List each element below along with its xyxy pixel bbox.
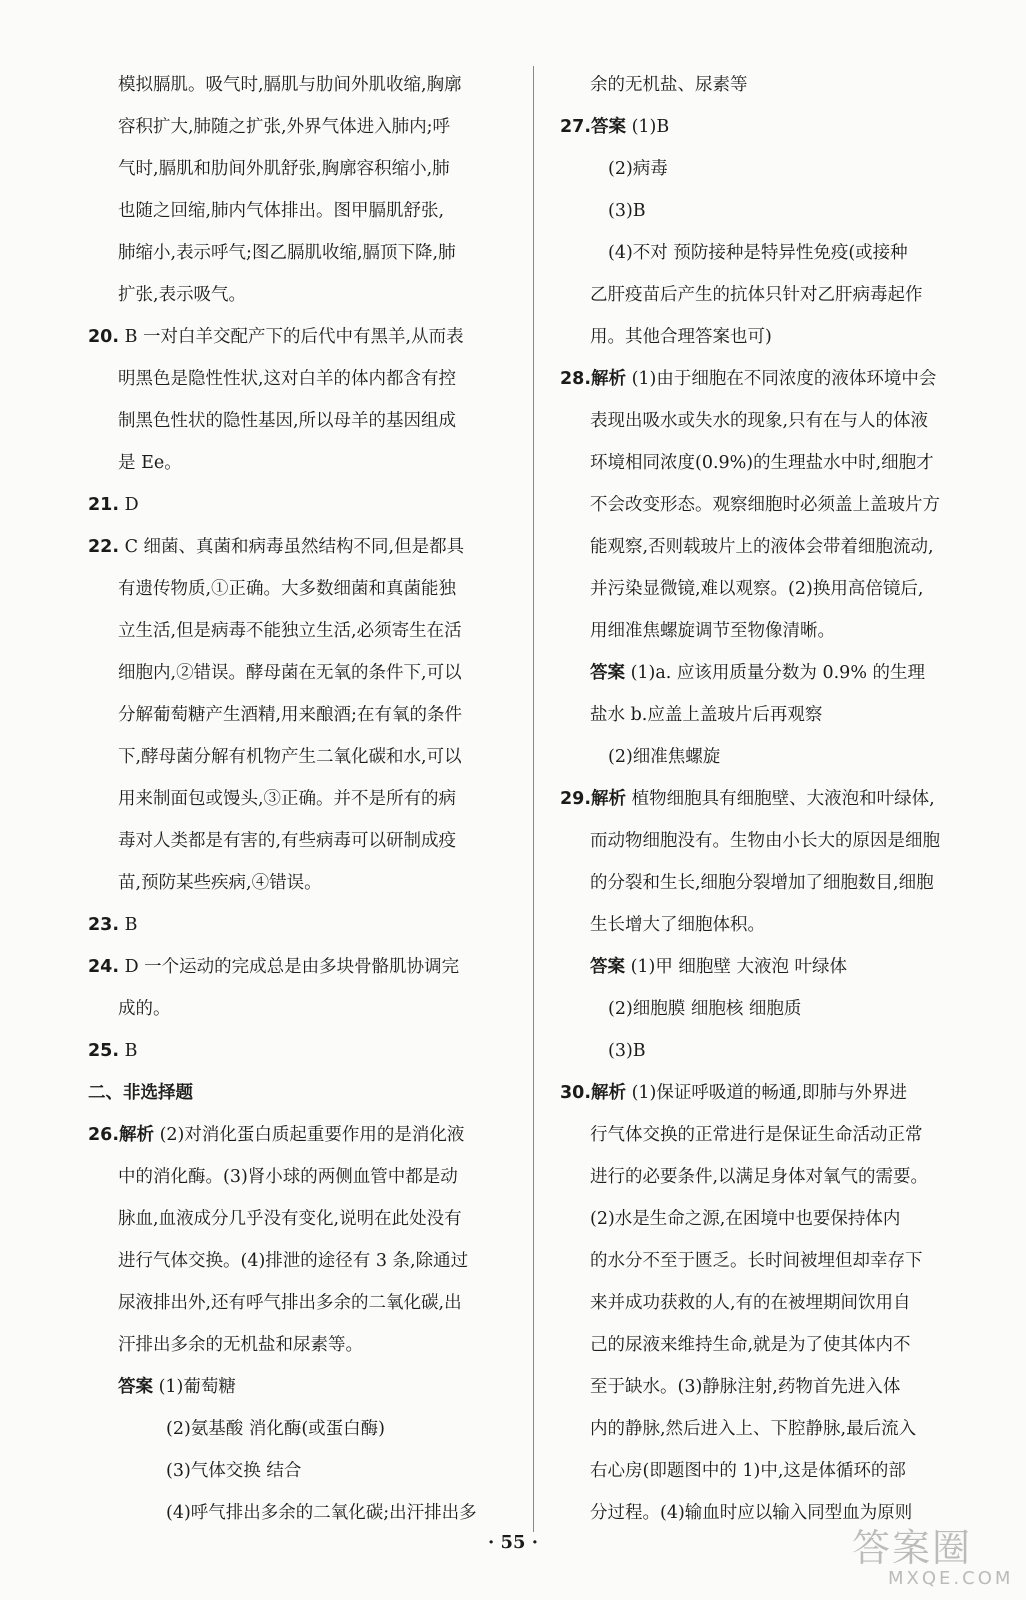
text-line <box>560 148 1000 190</box>
line-text: 用。其他合理答案也可) <box>590 327 772 347</box>
text-line <box>560 106 1000 148</box>
text-line <box>560 862 1000 904</box>
line-text: 脉血,血液成分几乎没有变化,说明在此处没有 <box>118 1209 462 1229</box>
text-line <box>88 1240 520 1282</box>
line-text: B 一对白羊交配产下的后代中有黑羊,从而表 <box>124 327 464 347</box>
text-line <box>560 1240 1000 1282</box>
text-line <box>560 64 1000 106</box>
text-line <box>560 274 1000 316</box>
text-line <box>560 946 1000 988</box>
line-text: 并污染显微镜,难以观察。(2)换用高倍镜后, <box>590 579 924 599</box>
text-line <box>88 568 520 610</box>
item-label: 24. <box>88 957 120 977</box>
text-line <box>560 358 1000 400</box>
line-text: 而动物细胞没有。生物由小长大的原因是细胞 <box>590 831 940 851</box>
text-line <box>88 1366 520 1408</box>
line-text: 盐水 b.应盖上盖玻片后再观察 <box>590 705 823 725</box>
left-column <box>88 64 520 1534</box>
line-text: 肺缩小,表示呼气;图乙膈肌收缩,膈顶下降,肺 <box>118 243 456 263</box>
text-line <box>560 484 1000 526</box>
line-text: 的水分不至于匮乏。长时间被埋但却幸存下 <box>590 1251 923 1271</box>
item-label: 23. <box>88 915 120 935</box>
line-text: 分过程。(4)输血时应以输入同型血为原则 <box>590 1503 913 1523</box>
line-text: 余的无机盐、尿素等 <box>590 75 748 95</box>
line-text: 尿液排出外,还有呼气排出多余的二氧化碳,出 <box>118 1293 462 1313</box>
text-line <box>88 190 520 232</box>
line-text: D <box>124 495 139 515</box>
line-text: 的分裂和生长,细胞分裂增加了细胞数目,细胞 <box>590 873 934 893</box>
text-line <box>88 1072 520 1114</box>
text-line <box>88 820 520 862</box>
text-line <box>88 1030 520 1072</box>
text-line <box>560 1030 1000 1072</box>
text-line <box>560 1156 1000 1198</box>
text-line <box>88 274 520 316</box>
text-line <box>560 652 1000 694</box>
line-text: 内的静脉,然后进入上、下腔静脉,最后流入 <box>590 1419 917 1439</box>
text-line <box>88 1282 520 1324</box>
text-line <box>88 652 520 694</box>
text-line <box>88 1450 520 1492</box>
line-text: 制黑色性状的隐性基因,所以母羊的基因组成 <box>118 411 457 431</box>
text-line <box>88 148 520 190</box>
text-line <box>88 1198 520 1240</box>
text-line <box>560 1282 1000 1324</box>
line-text: 用来制面包或馒头,③正确。并不是所有的病 <box>118 789 457 809</box>
item-label: 25. <box>88 1041 120 1061</box>
line-text: (4)呼气排出多余的二氧化碳;出汗排出多 <box>166 1503 477 1523</box>
text-line <box>560 1114 1000 1156</box>
line-text: 立生活,但是病毒不能独立生活,必须寄生在活 <box>118 621 462 641</box>
text-line <box>560 1450 1000 1492</box>
text-line <box>88 358 520 400</box>
line-text: 进行的必要条件,以满足身体对氧气的需要。 <box>590 1167 929 1187</box>
item-label: 20. <box>88 327 120 347</box>
text-line <box>560 232 1000 274</box>
text-line <box>88 1324 520 1366</box>
text-line <box>88 400 520 442</box>
line-text: 容积扩大,肺随之扩张,外界气体进入肺内;呼 <box>118 117 451 137</box>
line-text: (1)保证呼吸道的畅通,即肺与外界进 <box>631 1083 907 1103</box>
line-text: 不会改变形态。观察细胞时必须盖上盖玻片方 <box>590 495 940 515</box>
line-text: (3)B <box>608 201 646 221</box>
text-line <box>88 442 520 484</box>
line-text: 进行气体交换。(4)排泄的途径有 3 条,除通过 <box>118 1251 469 1271</box>
item-label: 22. <box>88 537 120 557</box>
line-text: B <box>124 1041 138 1061</box>
text-line <box>88 988 520 1030</box>
line-text: 表现出吸水或失水的现象,只有在与人的体液 <box>590 411 929 431</box>
text-line <box>88 1156 520 1198</box>
text-line <box>560 442 1000 484</box>
line-text: 也随之回缩,肺内气体排出。图甲膈肌舒张, <box>118 201 445 221</box>
line-text: (3)气体交换 结合 <box>166 1461 302 1481</box>
text-line <box>88 778 520 820</box>
line-text: 是 Ee。 <box>118 453 182 473</box>
line-text: (1)葡萄糖 <box>158 1377 236 1397</box>
item-label: 27.答案 <box>560 117 627 137</box>
item-label: 26.解析 <box>88 1125 155 1145</box>
watermark-url: MXQE.COM <box>888 1568 1014 1589</box>
text-line <box>88 232 520 274</box>
text-line <box>560 400 1000 442</box>
line-text: 能观察,否则载玻片上的液体会带着细胞流动, <box>590 537 934 557</box>
line-text: 中的消化酶。(3)肾小球的两侧血管中都是动 <box>118 1167 458 1187</box>
line-text: (1)B <box>631 117 670 137</box>
line-text: 行气体交换的正常进行是保证生命活动正常 <box>590 1125 923 1145</box>
page-number: · 55 · <box>487 1532 539 1553</box>
item-label: 二、非选择题 <box>88 1083 193 1103</box>
line-text: 扩张,表示吸气。 <box>118 285 247 305</box>
text-line <box>560 190 1000 232</box>
line-text: (2)细准焦螺旋 <box>608 747 721 767</box>
text-line <box>560 1324 1000 1366</box>
item-label: 21. <box>88 495 120 515</box>
line-text: C 细菌、真菌和病毒虽然结构不同,但是都具 <box>124 537 465 557</box>
text-line <box>88 64 520 106</box>
watermark-logo <box>852 1528 1012 1594</box>
line-text: 生长增大了细胞体积。 <box>590 915 765 935</box>
text-line <box>88 610 520 652</box>
line-text: 模拟膈肌。吸气时,膈肌与肋间外肌收缩,胸廓 <box>118 75 462 95</box>
line-text: 右心房(即题图中的 1)中,这是体循环的部 <box>590 1461 906 1481</box>
text-line <box>88 106 520 148</box>
line-text: (2)病毒 <box>608 159 668 179</box>
line-text: 细胞内,②错误。酵母菌在无氧的条件下,可以 <box>118 663 462 683</box>
line-text: (2)对消化蛋白质起重要作用的是消化液 <box>159 1125 465 1145</box>
text-line <box>88 946 520 988</box>
item-label: 答案 <box>590 663 625 683</box>
line-text: 乙肝疫苗后产生的抗体只针对乙肝病毒起作 <box>590 285 923 305</box>
text-line <box>88 1408 520 1450</box>
text-line <box>560 568 1000 610</box>
text-line <box>560 1072 1000 1114</box>
text-line <box>88 526 520 568</box>
line-text: 成的。 <box>118 999 171 1019</box>
text-line <box>560 694 1000 736</box>
line-text: (1)a. 应该用质量分数为 0.9% 的生理 <box>630 663 926 683</box>
text-line <box>560 526 1000 568</box>
line-text: (1)甲 细胞壁 大液泡 叶绿体 <box>630 957 848 977</box>
line-text: (2)氨基酸 消化酶(或蛋白酶) <box>166 1419 386 1439</box>
line-text: (3)B <box>608 1041 646 1061</box>
item-label: 29.解析 <box>560 789 627 809</box>
item-label: 答案 <box>118 1377 153 1397</box>
text-line <box>560 778 1000 820</box>
text-line <box>88 1492 520 1534</box>
item-label: 答案 <box>590 957 625 977</box>
line-text: 明黑色是隐性性状,这对白羊的体内都含有控 <box>118 369 457 389</box>
line-text: 植物细胞具有细胞壁、大液泡和叶绿体, <box>631 789 935 809</box>
text-line <box>560 1198 1000 1240</box>
line-text: 环境相同浓度(0.9%)的生理盐水中时,细胞才 <box>590 453 934 473</box>
line-text: 己的尿液来维持生命,就是为了使其体内不 <box>590 1335 911 1355</box>
text-line <box>560 904 1000 946</box>
line-text: 用细准焦螺旋调节至物像清晰。 <box>590 621 835 641</box>
line-text: (2)水是生命之源,在困境中也要保持体内 <box>590 1209 901 1229</box>
line-text: 毒对人类都是有害的,有些病毒可以研制成疫 <box>118 831 457 851</box>
text-line <box>560 736 1000 778</box>
text-line <box>560 988 1000 1030</box>
line-text: 来并成功获救的人,有的在被埋期间饮用自 <box>590 1293 911 1313</box>
line-text: 至于缺水。(3)静脉注射,药物首先进入体 <box>590 1377 901 1397</box>
column-divider <box>533 66 534 1532</box>
text-line <box>88 904 520 946</box>
text-line <box>88 1114 520 1156</box>
text-line <box>88 484 520 526</box>
text-line <box>88 736 520 778</box>
text-line <box>560 1366 1000 1408</box>
item-label: 28.解析 <box>560 369 627 389</box>
line-text: 苗,预防某些疾病,④错误。 <box>118 873 322 893</box>
text-line <box>560 610 1000 652</box>
line-text: (1)由于细胞在不同浓度的液体环境中会 <box>631 369 937 389</box>
text-line <box>88 316 520 358</box>
text-line <box>560 820 1000 862</box>
line-text: 气时,膈肌和肋间外肌舒张,胸廓容积缩小,肺 <box>118 159 450 179</box>
line-text: (2)细胞膜 细胞核 细胞质 <box>608 999 802 1019</box>
line-text: 下,酵母菌分解有机物产生二氧化碳和水,可以 <box>118 747 462 767</box>
line-text: 分解葡萄糖产生酒精,用来酿酒;在有氧的条件 <box>118 705 462 725</box>
line-text: B <box>124 915 138 935</box>
text-line <box>560 1408 1000 1450</box>
watermark-text: 答案圈 <box>852 1526 973 1570</box>
line-text: D 一个运动的完成总是由多块骨骼肌协调完 <box>124 957 460 977</box>
text-line <box>560 316 1000 358</box>
line-text: (4)不对 预防接种是特异性免疫(或接种 <box>608 243 908 263</box>
text-line <box>88 694 520 736</box>
text-line <box>88 862 520 904</box>
line-text: 有遗传物质,①正确。大多数细菌和真菌能独 <box>118 579 457 599</box>
item-label: 30.解析 <box>560 1083 627 1103</box>
right-column <box>560 64 1000 1534</box>
line-text: 汗排出多余的无机盐和尿素等。 <box>118 1335 363 1355</box>
